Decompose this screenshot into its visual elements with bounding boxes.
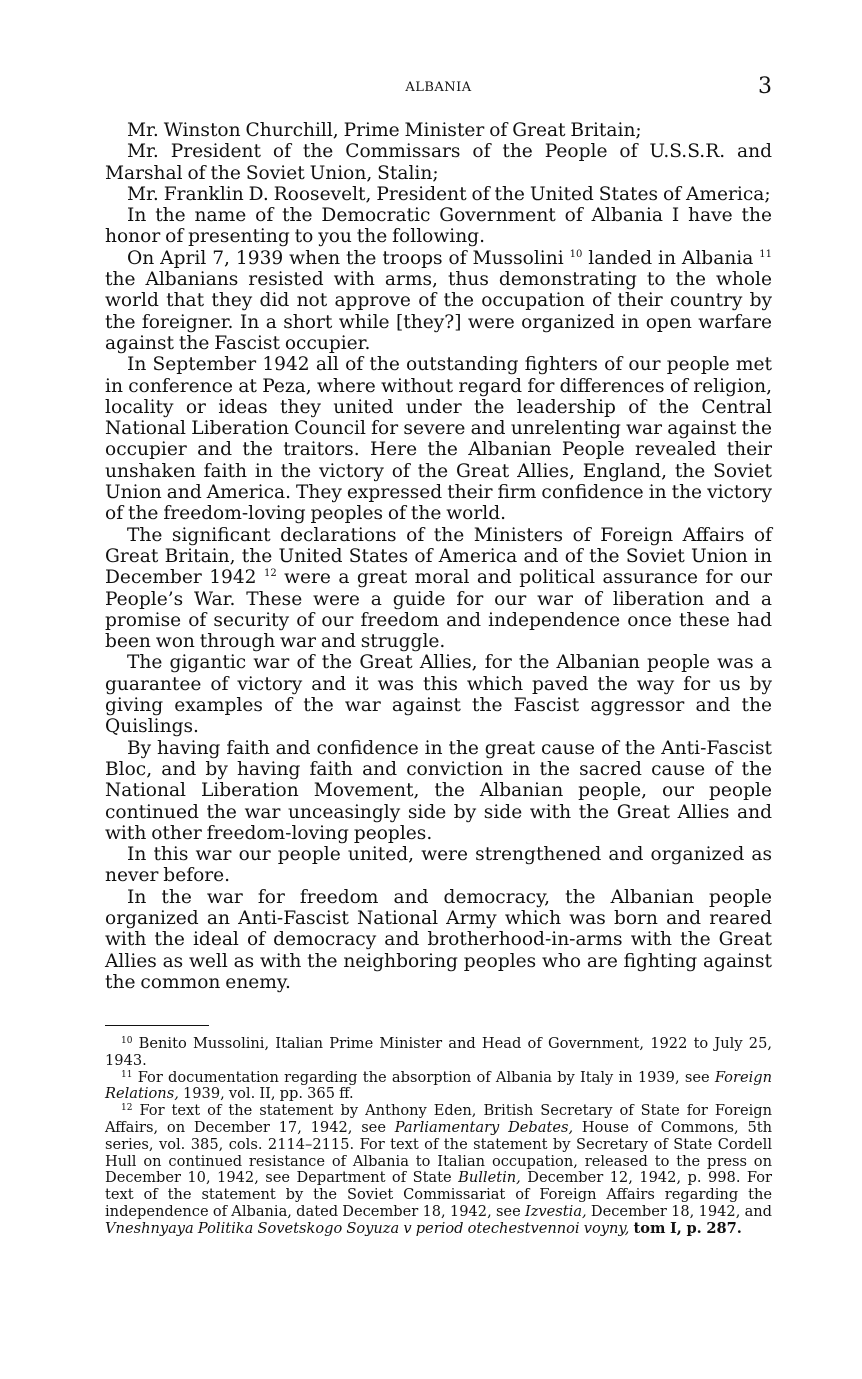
paragraph: By having faith and confidence in the great cause of the Anti-Fascist Bloc, and by having faith and conviction in the sacred cause of the National Liberation Movement, the Albanian people, our people continued the war unceasingly side by side with the Great Allies and with other freedom-loving peoples.	[105, 737, 772, 844]
footnote	[105, 1036, 772, 1070]
footnote-text: For text of the statement by Anthony Eden, British Secretary of State for Foreign Affairs, on December 17, 1942, see	[105, 1102, 773, 1136]
citation-title: Vneshnyaya Politika Sovetskogo Soyuza v period otechestvennoi voyny,	[105, 1219, 630, 1237]
footnote-text: tom I, p. 287.	[633, 1219, 742, 1237]
paragraph: In September 1942 all of the outstanding fighters of our people met in conference at Peza, where without regard for differences of religion, locality or ideas they united under the leadership of the Central National Liberation Council for severe and unrelenting war against the occupier and the traitors. Here the Albanian People revealed their unshaken faith in the victory of the Great Allies, England, the Soviet Union and America. They expressed their firm confidence in the victory of the freedom-loving peoples of the world.	[105, 354, 772, 525]
text-run: On April 7, 1939 when the troops of Mussolini	[127, 247, 564, 269]
footnote-mark: 11	[121, 1069, 133, 1080]
footnote-text: House of Commons, 5th series, vol. 385, cols. 2114–2115. For text of the statement by Secretary of State Cordell Hull on continued resistance of Albania to Italian occupation, released to the press on December 10, 1942, see Department of State	[105, 1118, 772, 1187]
paragraph	[105, 248, 772, 354]
paragraph: The gigantic war of the Great Allies, for the Albanian people was a guarantee of victory and it was this which paved the way for us by giving examples of the war against the Fascist aggressor and the Quislings.	[105, 652, 772, 738]
footnote	[105, 1103, 772, 1237]
paragraph: Mr. Winston Churchill, Prime Minister of Great Britain;	[127, 120, 642, 141]
footnote-ref: 10	[569, 248, 583, 260]
page-number: 3	[758, 74, 772, 99]
running-head	[105, 74, 772, 100]
footnote-divider	[105, 1025, 209, 1026]
footnote-ref: 11	[759, 248, 772, 260]
citation-title: Foreign Relations,	[105, 1068, 772, 1103]
footnote	[105, 1070, 772, 1104]
paragraph: In this war our people united, were strengthened and organized as never before.	[105, 844, 772, 887]
footnote-mark: 12	[121, 1103, 133, 1114]
footnote-text: Benito Mussolini, Italian Prime Minister and Head of Government, 1922 to July 25, 1943.	[105, 1035, 773, 1069]
footnote-text: December 12, 1942, p. 998. For text of the statement by the Soviet Commissariat of Foreign Affairs regarding the independence of Albania, dated December 18, 1942, see	[105, 1169, 773, 1220]
footnote-text: For documentation regarding the absorption of Albania by Italy in 1939, see	[137, 1068, 710, 1086]
running-title: ALBANIA	[405, 80, 472, 95]
paragraph: Mr. President of the Commissars of the People of U.S.S.R. and Marshal of the Soviet Union, Stalin;	[105, 141, 772, 184]
paragraph	[105, 525, 772, 653]
footnote-ref: 12	[263, 568, 277, 580]
text-run: were a great moral and political assurance for our People’s War. These were a guide for our war of liberation and a promise of security of our freedom and independence once these had been won through war and struggle.	[105, 567, 772, 653]
citation-title: Parliamentary Debates,	[394, 1118, 574, 1136]
text-run: landed in Albania	[588, 247, 754, 269]
citation-title: Bulletin,	[458, 1169, 521, 1187]
citation-title: Izvestia,	[524, 1202, 587, 1220]
footnotes	[105, 1036, 772, 1238]
footnote-text: December 18, 1942, and	[590, 1202, 773, 1220]
paragraph: In the war for freedom and democracy, the Albanian people organized an Anti-Fascist National Army which was born and reared with the ideal of democracy and brotherhood-in-arms with the Great Allies as well as with the neighboring peoples who are fighting against the common enemy.	[105, 886, 772, 993]
text-run: The significant declarations of the Ministers of Foreign Affairs of Great Britain, the United States of America and of the Soviet Union in December 1942	[105, 524, 772, 589]
text-run: the Albanians resisted with arms, thus demonstrating to the whole world that they did not approve of the occupation of their country by the foreigner. In a short while [they?] were organized in open warfare against the Fascist occupier.	[105, 269, 772, 354]
paragraph: Mr. Franklin D. Roosevelt, President of the United States of America;	[127, 183, 771, 205]
paragraph: In the name of the Democratic Government of Albania I have the honor of presenting to you the following.	[105, 205, 772, 248]
footnote-text: 1939, vol. II, pp. 365 ff.	[182, 1085, 354, 1103]
body-text	[105, 120, 772, 993]
footnote-mark: 10	[121, 1036, 133, 1046]
